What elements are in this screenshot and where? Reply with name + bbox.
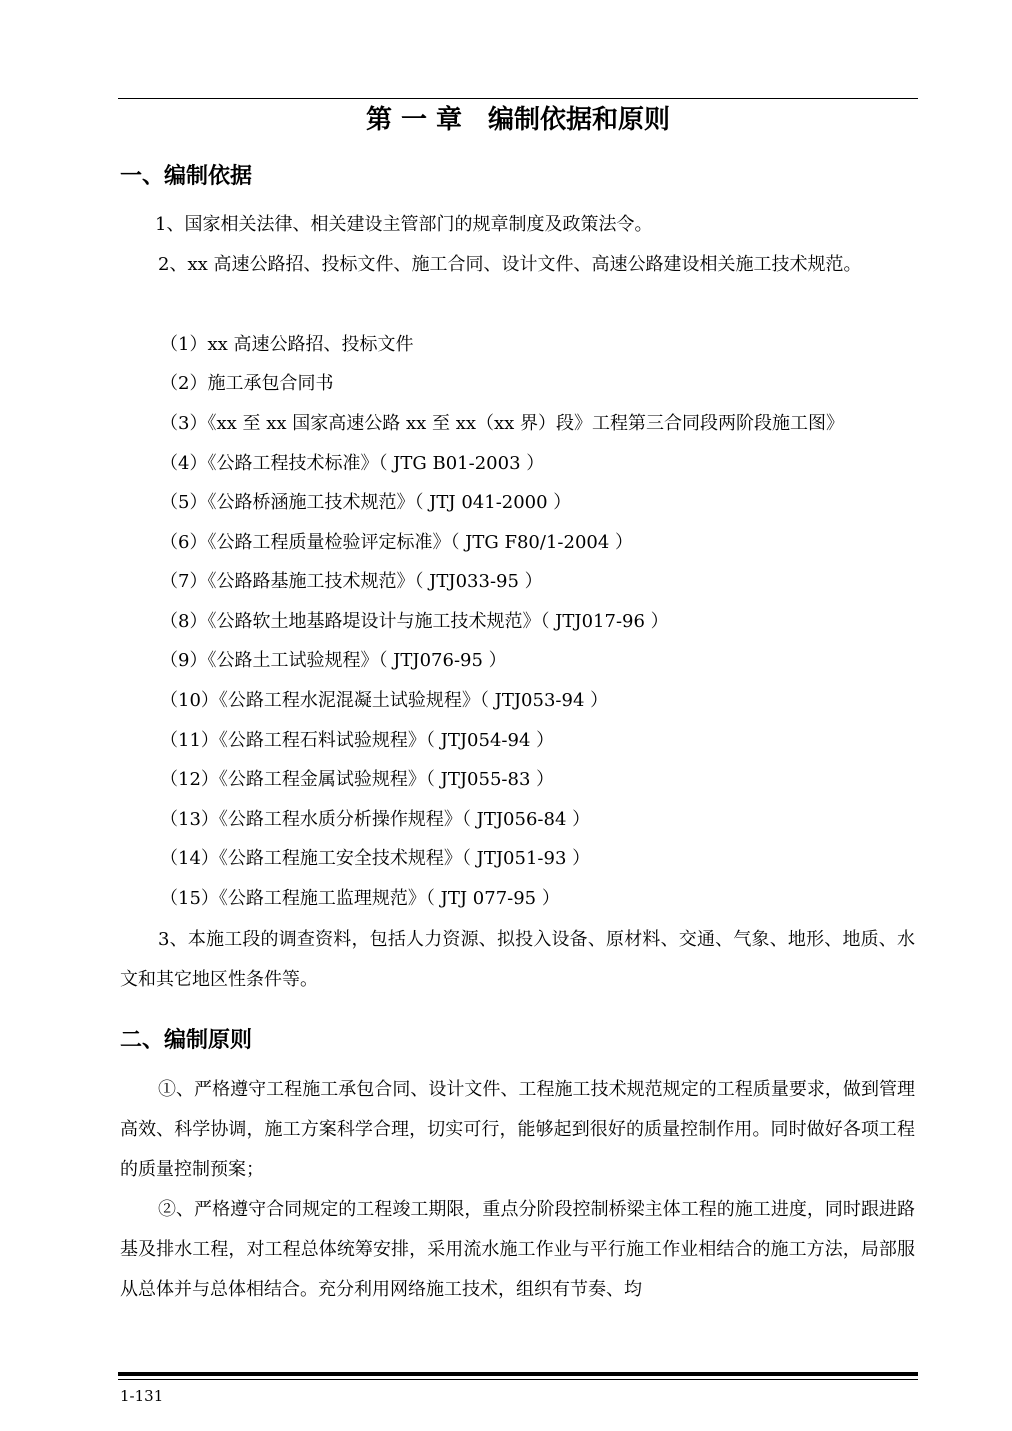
chapter-title: 第 一 章 编制依据和原则 <box>365 105 671 135</box>
reference-item: （4）《公路工程技术标准》（ JTG B01-2003 ） <box>160 453 545 474</box>
reference-item: （3）《xx 至 xx 国家高速公路 xx 至 xx（xx 界）段》工程第三合同段两阶段施工图》 <box>160 413 845 434</box>
reference-item: （2）施工承包合同书 <box>160 373 334 394</box>
basis-item-1: 1、国家相关法律、相关建设主管部门的规章制度及政策法令。 <box>155 214 653 235</box>
reference-item: （14）《公路工程施工安全技术规程》（ JTJ051-93 ） <box>160 848 591 869</box>
reference-item: （7）《公路路基施工技术规范》（ JTJ033-95 ） <box>160 571 543 592</box>
header-rule <box>118 98 918 99</box>
footer-rule-thin <box>118 1379 918 1380</box>
reference-item: （10）《公路工程水泥混凝土试验规程》（ JTJ053-94 ） <box>160 690 609 711</box>
reference-item: （1）xx 高速公路招、投标文件 <box>160 334 414 355</box>
principle-paragraph-1: ①、严格遵守工程施工承包合同、设计文件、工程施工技术规范规定的工程质量要求，做到管理高效、科学协调，施工方案科学合理，切实可行，能够起到很好的质量控制作用。同时做好各项工程的质量控制预案； <box>120 1079 915 1180</box>
principle-paragraph-2: ②、严格遵守合同规定的工程竣工期限，重点分阶段控制桥梁主体工程的施工进度，同时跟进路基及排水工程，对工程总体统筹安排，采用流水施工作业与平行施工作业相结合的施工方法，局部服从总体并与总体相结合。充分利用网络施工技术，组织有节奏、均 <box>120 1199 915 1300</box>
section-heading-principles: 二、编制原则 <box>120 1028 253 1053</box>
reference-item: （11）《公路工程石料试验规程》（ JTJ054-94 ） <box>160 730 555 751</box>
reference-item: （15）《公路工程施工监理规范》（ JTJ 077-95 ） <box>160 888 560 909</box>
page-number: 1-131 <box>120 1387 164 1405</box>
basis-item-2: 2、xx 高速公路招、投标文件、施工合同、设计文件、高速公路建设相关施工技术规范。 <box>158 254 862 275</box>
reference-item: （13）《公路工程水质分析操作规程》（ JTJ056-84 ） <box>160 809 591 830</box>
reference-item: （6）《公路工程质量检验评定标准》（ JTG F80/1-2004 ） <box>160 532 634 553</box>
section-heading-basis: 一、编制依据 <box>120 164 253 189</box>
reference-item: （5）《公路桥涵施工技术规范》（ JTJ 041-2000 ） <box>160 492 572 513</box>
footer-rule-thick <box>118 1372 918 1376</box>
reference-item: （8）《公路软土地基路堤设计与施工技术规范》（ JTJ017-96 ） <box>160 611 669 632</box>
reference-item: （12）《公路工程金属试验规程》（ JTJ055-83 ） <box>160 769 555 790</box>
reference-item: （9）《公路土工试验规程》（ JTJ076-95 ） <box>160 650 507 671</box>
basis-item-3: 3、本施工段的调查资料，包括人力资源、拟投入设备、原材料、交通、气象、地形、地质、水文和其它地区性条件等。 <box>120 929 915 990</box>
